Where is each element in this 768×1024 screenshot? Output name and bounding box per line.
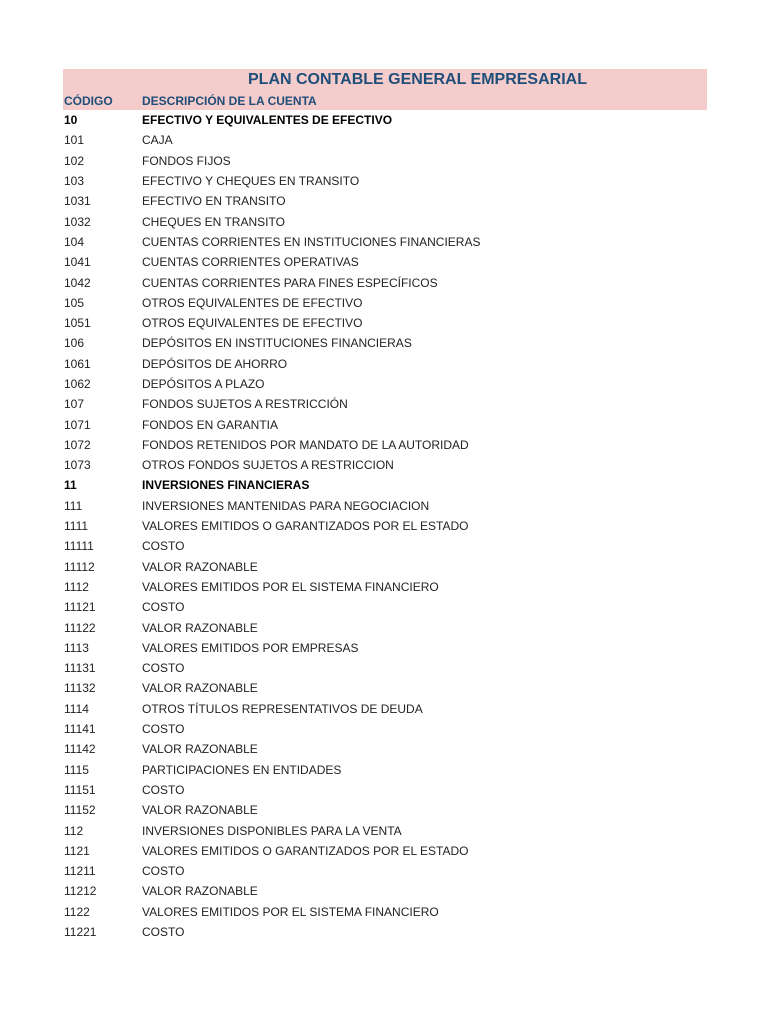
account-code: 11131 bbox=[64, 661, 96, 676]
table-row bbox=[63, 617, 707, 637]
account-description: COSTO bbox=[142, 600, 185, 615]
table-row bbox=[63, 597, 707, 617]
account-description: VALORES EMITIDOS O GARANTIZADOS POR EL ESTADO bbox=[142, 843, 469, 858]
account-code: 11122 bbox=[64, 620, 96, 635]
account-code: 11212 bbox=[64, 884, 97, 899]
account-plan-sheet bbox=[63, 69, 707, 942]
account-code: 1071 bbox=[64, 417, 91, 432]
table-row bbox=[63, 313, 707, 333]
account-description: FONDOS EN GARANTIA bbox=[142, 417, 279, 432]
account-description: PARTICIPACIONES EN ENTIDADES bbox=[142, 762, 342, 777]
account-description: CHEQUES EN TRANSITO bbox=[142, 214, 285, 229]
account-code: 1115 bbox=[64, 762, 89, 777]
account-description: CAJA bbox=[142, 133, 173, 148]
account-description: DEPÓSITOS A PLAZO bbox=[142, 377, 265, 391]
table-row bbox=[63, 130, 707, 150]
account-description: FONDOS SUJETOS A RESTRICCIÓN bbox=[142, 397, 348, 412]
account-description: COSTO bbox=[142, 925, 185, 940]
table-row bbox=[63, 191, 707, 211]
account-code: 11121 bbox=[64, 600, 96, 615]
account-description: VALORES EMITIDOS POR EMPRESAS bbox=[142, 640, 359, 655]
account-description: COSTO bbox=[142, 539, 185, 554]
account-description: COSTO bbox=[142, 661, 185, 676]
account-description: CUENTAS CORRIENTES OPERATIVAS bbox=[142, 255, 359, 270]
account-code: 11112 bbox=[64, 559, 95, 574]
account-code: 1031 bbox=[64, 194, 91, 209]
account-code: 1051 bbox=[64, 316, 91, 331]
account-description: EFECTIVO Y EQUIVALENTES DE EFECTIVO bbox=[142, 113, 393, 128]
table-row bbox=[63, 455, 707, 475]
account-code: 106 bbox=[64, 336, 85, 351]
table-row bbox=[63, 475, 707, 495]
account-description: VALOR RAZONABLE bbox=[142, 681, 258, 696]
table-row bbox=[63, 536, 707, 556]
table-row bbox=[63, 232, 707, 252]
account-code: 1042 bbox=[64, 275, 91, 290]
account-code: 11142 bbox=[64, 742, 96, 757]
table-row bbox=[63, 658, 707, 678]
account-description: VALOR RAZONABLE bbox=[142, 884, 258, 899]
account-description: DEPÓSITOS DE AHORRO bbox=[142, 356, 288, 371]
table-row bbox=[63, 110, 707, 130]
account-code: 1073 bbox=[64, 458, 91, 473]
account-code: 107 bbox=[64, 397, 85, 412]
table-row bbox=[63, 516, 707, 536]
table-row bbox=[63, 557, 707, 577]
column-header-row bbox=[63, 91, 707, 110]
table-row bbox=[63, 699, 707, 719]
account-description: OTROS TÍTULOS REPRESENTATIVOS DE DEUDA bbox=[142, 701, 423, 716]
account-description: COSTO bbox=[142, 864, 185, 879]
table-row bbox=[63, 435, 707, 455]
table-row bbox=[63, 861, 707, 881]
account-code: 1072 bbox=[64, 437, 91, 452]
account-description: CUENTAS CORRIENTES EN INSTITUCIONES FINANCIERAS bbox=[142, 234, 481, 249]
table-row bbox=[63, 374, 707, 394]
table-row bbox=[63, 638, 707, 658]
table-row bbox=[63, 902, 707, 922]
table-row bbox=[63, 293, 707, 313]
account-description: EFECTIVO Y CHEQUES EN TRANSITO bbox=[142, 174, 360, 189]
account-code: 1041 bbox=[64, 255, 91, 270]
account-description: DEPÓSITOS EN INSTITUCIONES FINANCIERAS bbox=[142, 336, 412, 351]
account-code: 1122 bbox=[64, 904, 90, 919]
account-code: 111 bbox=[64, 498, 83, 513]
account-code: 11 bbox=[64, 478, 77, 493]
table-row bbox=[63, 841, 707, 861]
table-row bbox=[63, 496, 707, 516]
sheet-title: PLAN CONTABLE GENERAL EMPRESARIAL bbox=[248, 71, 587, 88]
table-row bbox=[63, 151, 707, 171]
account-code: 1114 bbox=[64, 701, 89, 716]
table-row bbox=[63, 171, 707, 191]
account-description: COSTO bbox=[142, 722, 185, 737]
account-description: CUENTAS CORRIENTES PARA FINES ESPECÍFICOS bbox=[142, 275, 438, 290]
account-description: OTROS FONDOS SUJETOS A RESTRICCION bbox=[142, 458, 394, 473]
account-description: FONDOS RETENIDOS POR MANDATO DE LA AUTORIDAD bbox=[142, 437, 469, 452]
table-row bbox=[63, 577, 707, 597]
account-code: 1121 bbox=[64, 843, 90, 858]
table-row bbox=[63, 333, 707, 353]
table-row bbox=[63, 394, 707, 414]
account-description: COSTO bbox=[142, 782, 185, 797]
account-code: 10 bbox=[64, 113, 78, 128]
account-code: 1062 bbox=[64, 377, 91, 391]
account-code: 101 bbox=[64, 133, 85, 148]
table-row bbox=[63, 354, 707, 374]
table-row bbox=[63, 780, 707, 800]
account-description: VALOR RAZONABLE bbox=[142, 803, 258, 818]
account-code: 1032 bbox=[64, 214, 91, 229]
account-description: VALORES EMITIDOS POR EL SISTEMA FINANCIERO bbox=[142, 579, 439, 594]
account-code: 11211 bbox=[64, 864, 96, 879]
account-description: OTROS EQUIVALENTES DE EFECTIVO bbox=[142, 295, 363, 310]
table-row bbox=[63, 739, 707, 759]
description-column-header: DESCRIPCIÓN DE LA CUENTA bbox=[142, 93, 317, 108]
title-bar bbox=[63, 69, 707, 91]
table-row bbox=[63, 252, 707, 272]
account-code: 11141 bbox=[64, 722, 96, 737]
table-row bbox=[63, 820, 707, 840]
account-code: 1112 bbox=[64, 579, 89, 594]
table-row bbox=[63, 211, 707, 231]
account-code: 11111 bbox=[64, 539, 94, 554]
account-description: EFECTIVO EN TRANSITO bbox=[142, 194, 286, 209]
account-code: 104 bbox=[64, 234, 85, 249]
account-list bbox=[63, 110, 707, 942]
table-row bbox=[63, 678, 707, 698]
account-description: VALORES EMITIDOS POR EL SISTEMA FINANCIERO bbox=[142, 904, 439, 919]
account-code: 112 bbox=[64, 823, 84, 838]
account-code: 11132 bbox=[64, 681, 96, 696]
table-row bbox=[63, 760, 707, 780]
account-description: VALORES EMITIDOS O GARANTIZADOS POR EL ESTADO bbox=[142, 519, 469, 534]
account-code: 103 bbox=[64, 174, 85, 189]
account-code: 11151 bbox=[64, 782, 96, 797]
account-code: 11152 bbox=[64, 803, 96, 818]
account-description: FONDOS FIJOS bbox=[142, 153, 231, 168]
table-row bbox=[63, 414, 707, 434]
account-description: INVERSIONES MANTENIDAS PARA NEGOCIACION bbox=[142, 498, 430, 513]
account-code: 11221 bbox=[64, 925, 97, 940]
account-description: INVERSIONES DISPONIBLES PARA LA VENTA bbox=[142, 823, 402, 838]
table-row bbox=[63, 719, 707, 739]
account-description: VALOR RAZONABLE bbox=[142, 742, 258, 757]
account-code: 102 bbox=[64, 153, 85, 168]
account-code: 1111 bbox=[64, 519, 89, 534]
account-description: VALOR RAZONABLE bbox=[142, 559, 258, 574]
table-row bbox=[63, 272, 707, 292]
table-row bbox=[63, 922, 707, 942]
account-description: INVERSIONES FINANCIERAS bbox=[142, 478, 310, 493]
account-code: 105 bbox=[64, 295, 85, 310]
code-column-header: CÓDIGO bbox=[64, 93, 113, 108]
account-code: 1113 bbox=[64, 640, 89, 655]
table-row bbox=[63, 800, 707, 820]
account-code: 1061 bbox=[64, 356, 91, 371]
table-row bbox=[63, 881, 707, 901]
account-description: VALOR RAZONABLE bbox=[142, 620, 258, 635]
account-description: OTROS EQUIVALENTES DE EFECTIVO bbox=[142, 316, 363, 331]
